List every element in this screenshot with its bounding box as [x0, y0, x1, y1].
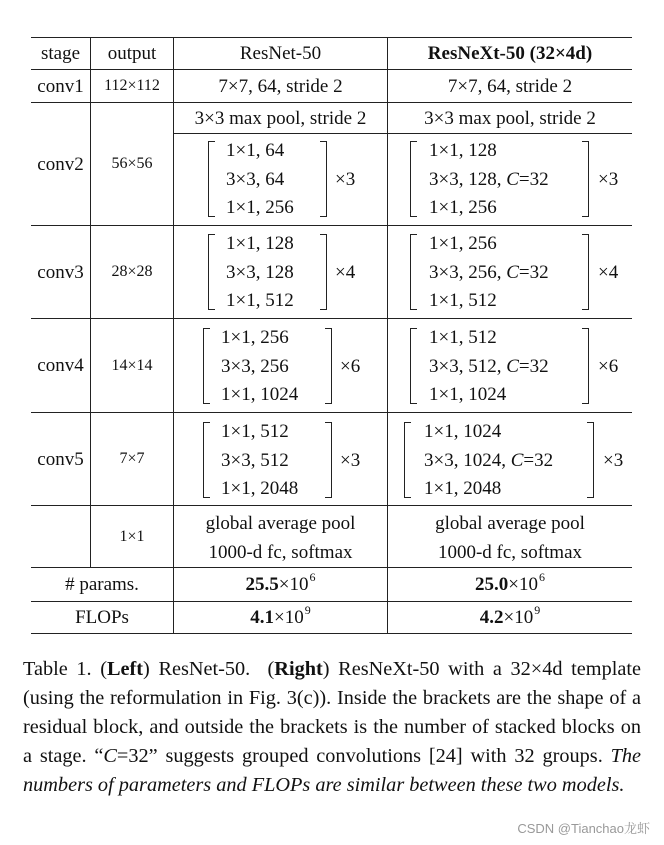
header-output: output: [107, 43, 157, 64]
header-resnet: ResNet-50: [239, 43, 322, 64]
resnet-maxpool: 3×3 max pool, stride 2: [194, 107, 367, 129]
stage-conv4: conv4: [37, 355, 84, 376]
resnet-params: 25.5 ×10 6: [245, 569, 316, 595]
header-resnext: ResNeXt-50 (32×4d): [427, 43, 593, 64]
resnet-flops: 4.1 ×10 9: [250, 602, 311, 628]
stage-conv1: conv1: [37, 75, 84, 97]
output-conv5: 7×7: [119, 450, 145, 467]
architecture-table: stage output ResNet-50 ResNeXt-50 (32×4d) conv1 112×112 7×7, 64, stride 2 7×7, 64, stride 2 3×3 max pool, stride 2 3×3 max pool, stride 2 conv2 56×56 1×1, 64 3×3, 64 1×1, 256 ×3 1×1, 128 3×3, 128, C=32 1×1, 256 ×3 conv3 28×28 1×1, 128 3×3, 128 1×1, 512 ×4 1×1, 256 3×3, 256, C=32 1×1, 512 ×4 conv4 14×14 1×1, 256 3×3, 256 1×1, 1024 ×6 1×1, 512 3×3, 512, C=32 1×1, 1024 ×6 conv5 7×7 1×1, 512 3×3, 512 1×1, 2048 ×3 1×1, 1024 3×3, 1024, C=32 1×1, 2048 ×3 1×1 global average pool 1000-d fc, softmax global average pool 1000-d fc, softmax # params. 25.5 ×10 6 25.0 ×10 6 FLOPs 4.1 ×10 9 4.2 ×10 9: [31, 37, 632, 634]
flops-label: FLOPs: [75, 607, 129, 628]
stage-conv2: conv2: [37, 153, 84, 175]
output-conv3: 28×28: [111, 263, 153, 280]
header-stage: stage: [40, 43, 81, 64]
output-conv2: 56×56: [111, 155, 153, 172]
params-label: # params.: [65, 574, 139, 595]
watermark: CSDN @Tianchao龙虾: [517, 821, 650, 836]
resnet-global-pool: global average pool: [205, 512, 356, 534]
resnext-fc: 1000-d fc, softmax: [437, 541, 583, 563]
resnext-flops: 4.2 ×10 9: [479, 602, 541, 628]
resnet-fc: 1000-d fc, softmax: [208, 541, 353, 563]
output-conv4: 14×14: [111, 356, 153, 374]
resnext-maxpool: 3×3 max pool, stride 2: [424, 107, 596, 129]
output-final: 1×1: [119, 527, 145, 545]
table-caption: Table 1. (Left) ResNet-50. (Right) ResNeXt-50 with a 32×4d template (using the reformulation in Fig. 3(c)). Inside the brackets are the shape of a residual block, and outside the brackets is the number of stacked blocks on a stage. “C=32” suggests grouped convolutions [24] with 32 groups. The numbers of parameters and FLOPs are similar between these two models.: [23, 658, 647, 796]
stage-conv5: conv5: [37, 448, 84, 470]
stage-conv3: conv3: [37, 261, 84, 283]
output-conv1: 112×112: [104, 77, 160, 94]
resnext-conv1: 7×7, 64, stride 2: [447, 75, 573, 97]
resnext-global-pool: global average pool: [435, 512, 585, 534]
resnext-params: 25.0 ×10 6: [475, 569, 545, 595]
resnet-conv1: 7×7, 64, stride 2: [218, 75, 343, 97]
